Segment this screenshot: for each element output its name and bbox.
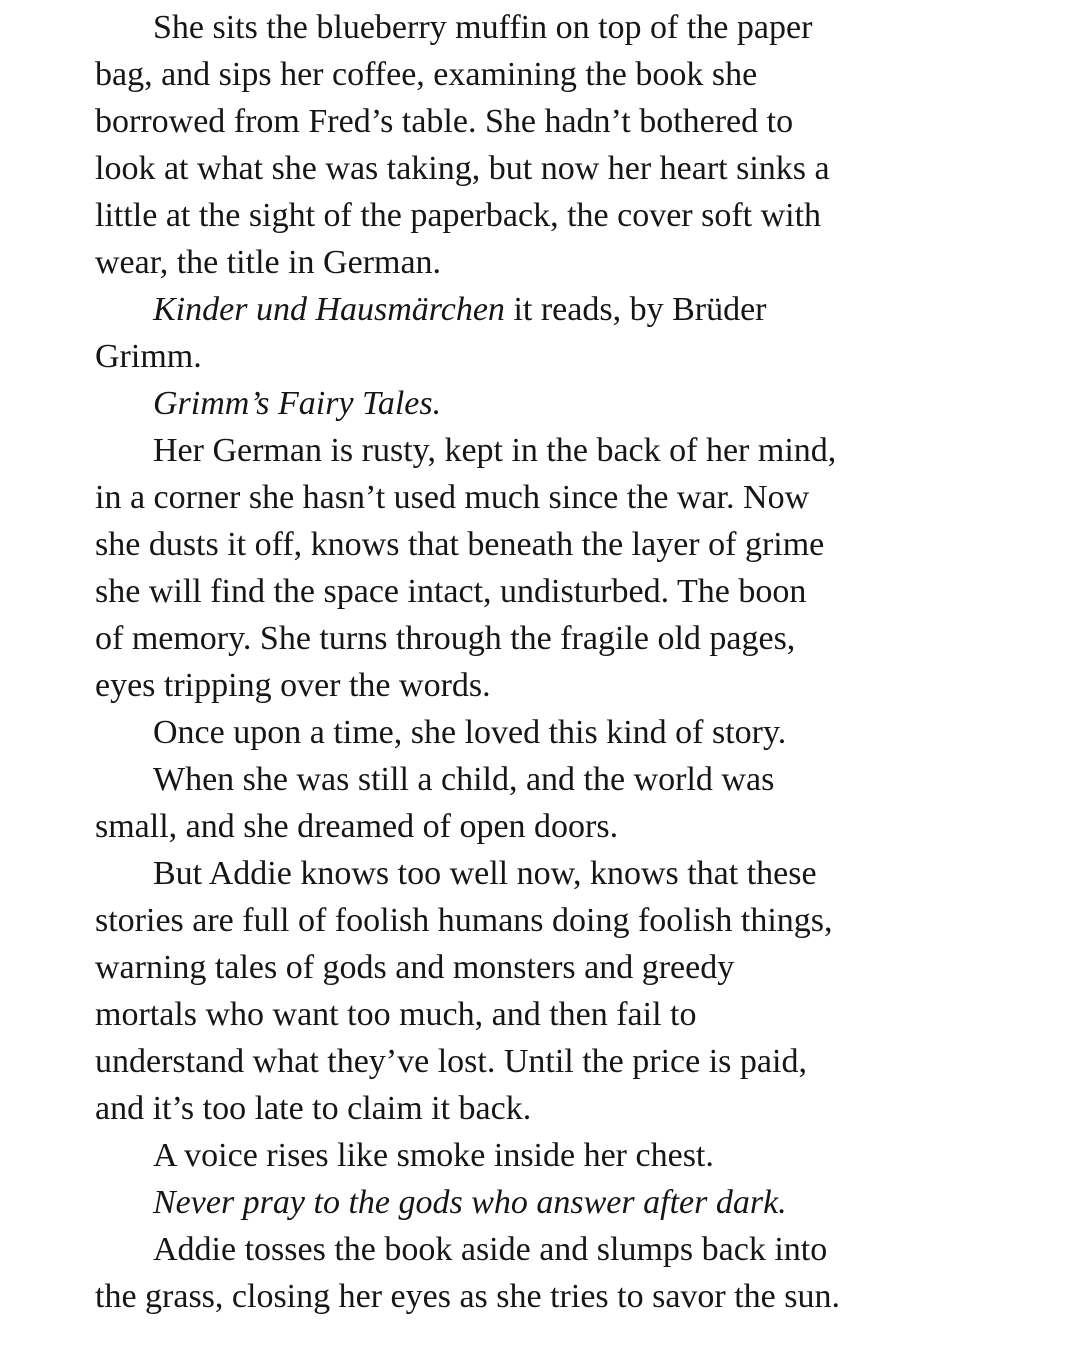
text-line: Once upon a time, she loved this kind of story. [153,714,787,751]
text-line: the grass, closing her eyes as she tries to savor the sun. [95,1278,840,1315]
italic-line: Never pray to the gods who answer after dark. [153,1184,787,1221]
text-line: A voice rises like smoke inside her chest. [153,1137,714,1174]
text-line: borrowed from Fred’s table. She hadn’t bothered to [95,103,794,140]
text-line: Addie tosses the book aside and slumps back into [153,1231,828,1268]
text-line: Her German is rusty, kept in the back of her mind, [153,432,837,469]
paragraph-8 [95,1132,955,1179]
paragraph-2 [95,286,955,380]
text-line: wear, the title in German. [95,244,442,281]
paragraph-10 [95,1226,955,1320]
paragraph-9 [95,1179,955,1226]
text-line: of memory. She turns through the fragile old pages, [95,620,796,657]
text-line: warning tales of gods and monsters and greedy [95,949,735,986]
text-line: mortals who want too much, and then fail to [95,996,697,1033]
paragraph-5 [95,709,955,756]
paragraph-1 [95,4,955,286]
text-line: bag, and sips her coffee, examining the book she [95,56,758,93]
text-line: she dusts it off, knows that beneath the layer of grime [95,526,825,563]
text-line: Grimm. [95,338,202,375]
page-text [95,4,955,1320]
paragraph-7 [95,850,955,1132]
paragraph-6 [95,756,955,850]
text-line: small, and she dreamed of open doors. [95,808,619,845]
text-span: it reads, by Brüder [504,291,767,328]
text-line: stories are full of foolish humans doing foolish things, [95,902,833,939]
text-line: understand what they’ve lost. Until the price is paid, [95,1043,807,1080]
text-line: she will find the space intact, undisturbed. The boon [95,573,807,610]
text-line: little at the sight of the paperback, the cover soft with [95,197,822,234]
text-line: in a corner she hasn’t used much since the war. Now [95,479,810,516]
text-line: She sits the blueberry muffin on top of the paper [153,9,813,46]
text-line: When she was still a child, and the world was [153,761,775,798]
text-line: But Addie knows too well now, knows that these [153,855,817,892]
italic-line: Grimm’s Fairy Tales. [153,385,442,422]
text-line: look at what she was taking, but now her heart sinks a [95,150,830,187]
text-line: eyes tripping over the words. [95,667,491,704]
paragraph-4 [95,427,955,709]
paragraph-3 [95,380,955,427]
text-line [95,286,955,333]
text-line: and it’s too late to claim it back. [95,1090,532,1127]
book-title-italic: Kinder und Hausmärchen [153,291,505,328]
